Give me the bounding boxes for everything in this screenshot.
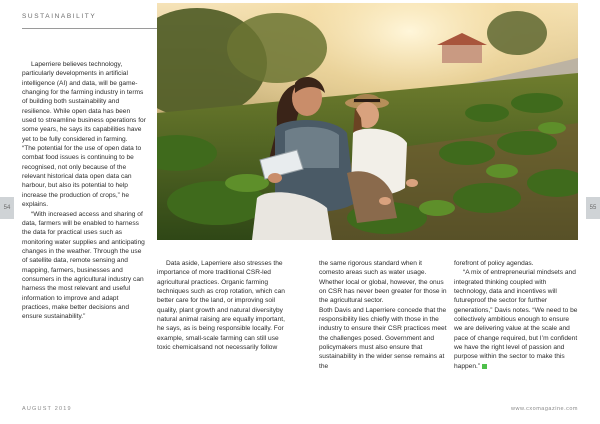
paragraph-text: “A mix of entrepreneurial mindsets and integrated thinking coupled with technology, data and incentives will futureproof the sector for further generations,” Davis notes. “We need to be collectively ambitious enough to ensure we are delivering value at the scale and pace of change required, but I’m confident we have the right level of passion and purpose within the sector to make this happen.”: [454, 269, 578, 370]
paragraph: [454, 268, 578, 371]
article-column-2: [157, 259, 287, 352]
paragraph: the same rigorous standard when it comesto areas such as water usage. Whether local or global, however, the onus on CSR has never been greater for those in the agricultural sector.: [319, 260, 447, 305]
paragraph: “The potential for the use of open data to combat food issues is continuing to be recognised, not only because of the relevant historical data open data can harbour, but also its potential to help increase the production of crops,” he explains.: [22, 145, 142, 209]
article-column-4: [454, 259, 578, 371]
paragraph: Laperriere believes technology, particularly developments in artificial intelligence (AI) and data, will be game-changing for the farming industry in terms of building both sustainability and resilience. While open data has been used to streamline business operations for some years, he says its capabilities have yet to be fully considered in farming.: [22, 61, 146, 143]
page-number-right: 55: [586, 197, 600, 219]
paragraph: Data aside, Laperriere also stresses the importance of more traditional CSR-led agricultural practices. Organic farming techniques such as crop rotation, which can better care for the land, or improving soil quality, plant growth and natural diversityby natural animal raising are equally important, he says, as is being responsible locally. For example, small-scale farming can still use toxic chemicalsand not necessarily follow: [157, 260, 285, 352]
article-column-1: [22, 60, 146, 322]
paragraph: Both Davis and Laperriere concede that the responsibility lies chiefly with those in the industry to ensure their CSR practices meet the challenges posed. Government and policymakers must also ensure that sustainability in the wider sense remains at the: [319, 306, 447, 370]
footer-issue-date: AUGUST 2019: [22, 406, 72, 412]
end-of-article-mark: [482, 364, 487, 369]
paragraph: “With increased access and sharing of data, farmers will be enabled to harness the data for practical uses such as monitoring water supplies and anticipating changes in the weather. Through the use of satellite data, remote sensing and mapping, farmers, businesses and consumers in the agricultural industry can harness the most relevant and useful information to improve and adapt practices, make better decisions and ensure sustainability.”: [22, 210, 145, 321]
paragraph: forefront of policy agendas.: [454, 260, 534, 267]
article-column-3: [319, 259, 447, 371]
section-label: SUSTAINABILITY: [22, 13, 97, 20]
feature-photo: [157, 3, 578, 240]
page-number-left: 54: [0, 197, 14, 219]
footer-website: www.cxomagazine.com: [511, 406, 578, 412]
